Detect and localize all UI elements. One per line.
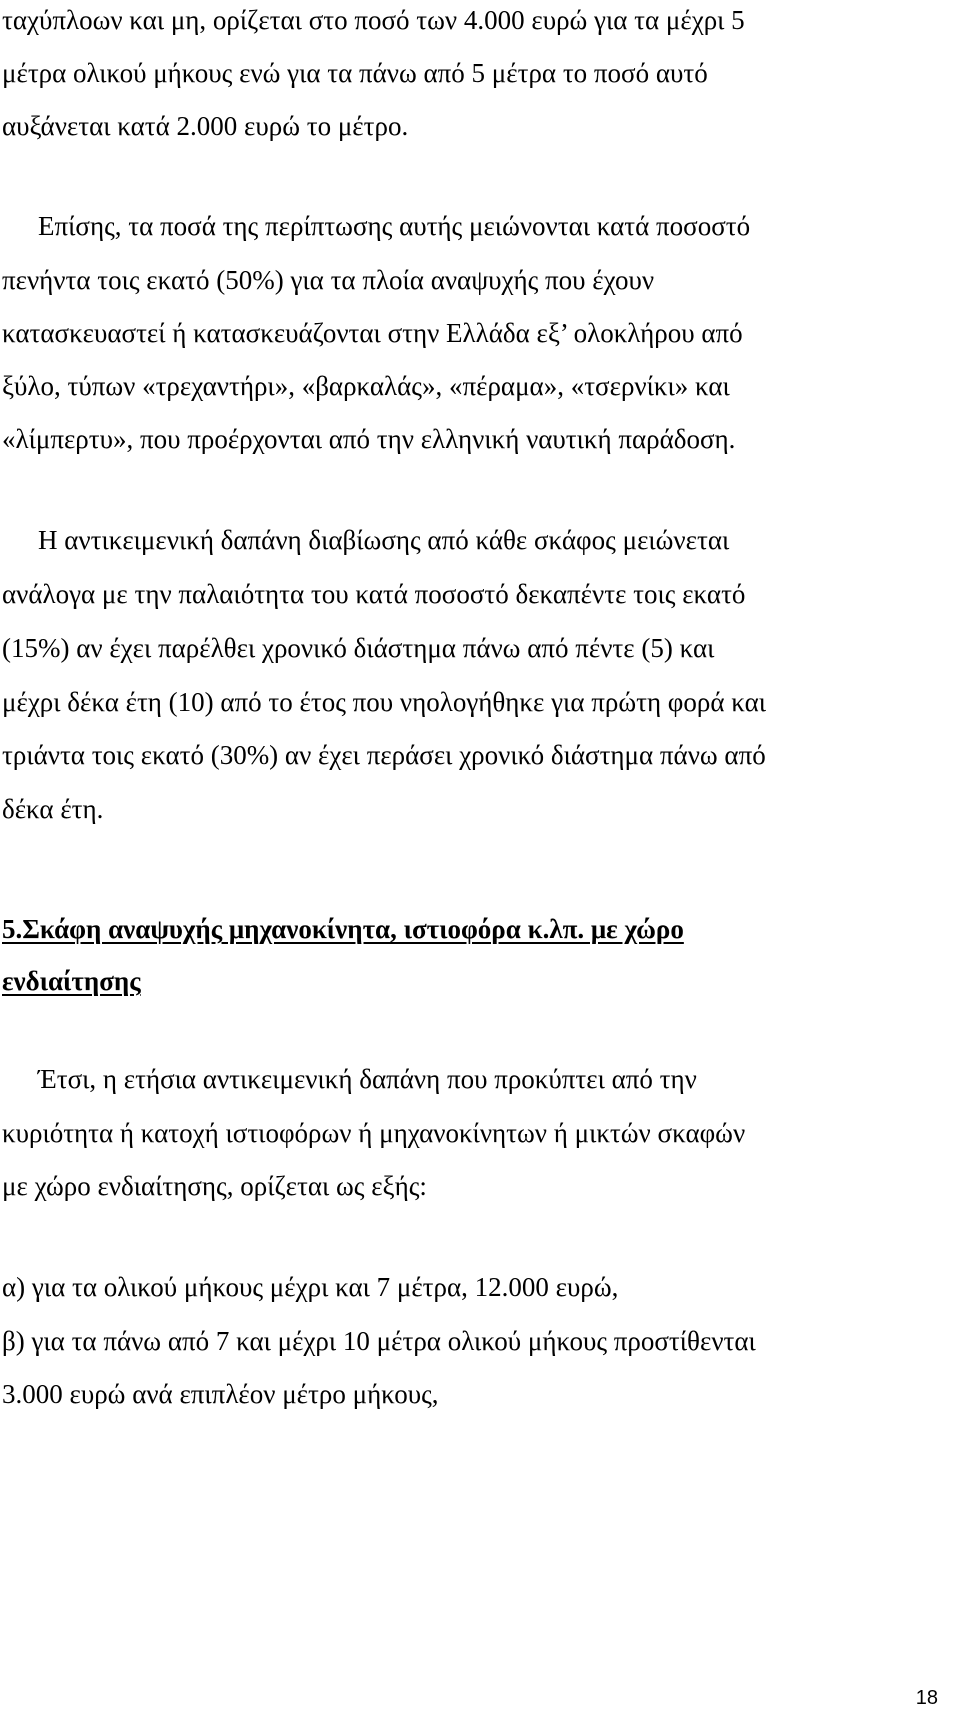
list-item: β) για τα πάνω από 7 και μέχρι 10 μέτρα ολικού μήκους προστίθενται [2, 1326, 756, 1356]
section-heading: ενδιαίτησης [2, 966, 141, 996]
paragraph-line: Επίσης, τα ποσά της περίπτωσης αυτής μειώνονται κατά ποσοστό [38, 211, 751, 241]
paragraph-line: ανάλογα με την παλαιότητα του κατά ποσοστό δεκαπέντε τοις εκατό [2, 579, 746, 609]
page-number: 18 [915, 1687, 938, 1709]
paragraph-line: ταχύπλοων και μη, ορίζεται στο ποσό των 4.000 ευρώ για τα μέχρι 5 [2, 5, 745, 35]
paragraph-line: με χώρο ενδιαίτησης, ορίζεται ως εξής: [2, 1171, 427, 1201]
paragraph-line: Έτσι, η ετήσια αντικειμενική δαπάνη που προκύπτει από την [38, 1064, 697, 1094]
paragraph-line: Η αντικειμενική δαπάνη διαβίωσης από κάθε σκάφος μειώνεται [38, 525, 730, 555]
section-heading: 5.Σκάφη αναψυχής μηχανοκίνητα, ιστιοφόρα κ.λπ. με χώρο [2, 914, 684, 944]
paragraph-line: πενήντα τοις εκατό (50%) για τα πλοία αναψυχής που έχουν [2, 265, 655, 295]
paragraph-line: τριάντα τοις εκατό (30%) αν έχει περάσει χρονικό διάστημα πάνω από [2, 740, 766, 770]
paragraph-line: μέτρα ολικού μήκους ενώ για τα πάνω από 5 μέτρα το ποσό αυτό [2, 58, 708, 88]
list-item: 3.000 ευρώ ανά επιπλέον μέτρο μήκους, [2, 1379, 439, 1409]
paragraph-line: «λίμπερτυ», που προέρχονται από την ελληνική ναυτική παράδοση. [2, 424, 736, 454]
paragraph-line: δέκα έτη. [2, 794, 104, 824]
paragraph-line: μέχρι δέκα έτη (10) από το έτος που νηολογήθηκε για πρώτη φορά και [2, 687, 767, 717]
list-item: α) για τα ολικού μήκους μέχρι και 7 μέτρα, 12.000 ευρώ, [2, 1272, 619, 1302]
paragraph-line: ξύλο, τύπων «τρεχαντήρι», «βαρκαλάς», «πέραμα», «τσερνίκι» και [2, 371, 730, 401]
paragraph-line: (15%) αν έχει παρέλθει χρονικό διάστημα πάνω από πέντε (5) και [2, 633, 715, 663]
paragraph-line: αυξάνεται κατά 2.000 ευρώ το μέτρο. [2, 111, 409, 141]
paragraph-line: κυριότητα ή κατοχή ιστιοφόρων ή μηχανοκίνητων ή μικτών σκαφών [2, 1118, 746, 1148]
paragraph-line: κατασκευαστεί ή κατασκευάζονται στην Ελλάδα εξ’ ολοκλήρου από [2, 318, 743, 348]
